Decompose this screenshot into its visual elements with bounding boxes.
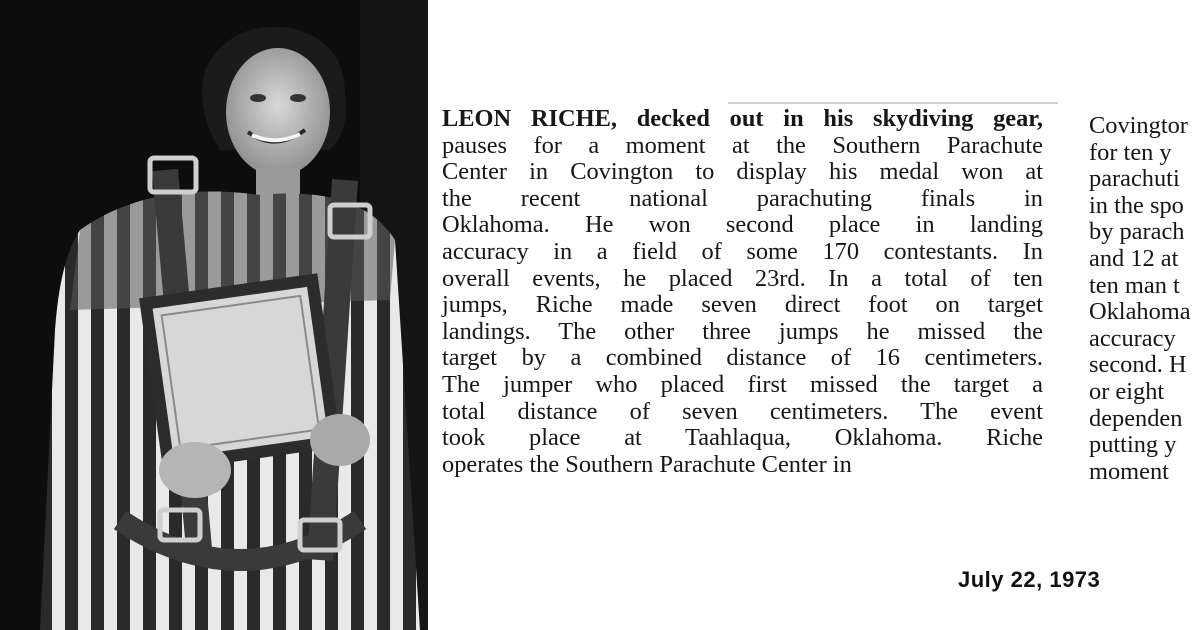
caption-line: target by a combined distance of 16 centimeters. (442, 344, 1043, 372)
side-line: moment (1089, 457, 1169, 485)
caption-line: accuracy in a field of some 170 contestants. In (442, 237, 1043, 265)
side-line: Covingtor (1089, 113, 1188, 139)
caption-line: The jumper who placed first missed the target a (442, 370, 1043, 398)
side-line: in the spo (1089, 191, 1184, 219)
caption-line: operates the Southern Parachute Center in (442, 450, 852, 478)
skydiver-photo-illustration (0, 0, 428, 630)
caption-line: landings. The other three jumps he missed the (442, 317, 1043, 345)
caption-line: overall events, he placed 23rd. In a total of ten (442, 264, 1043, 292)
column-rule (728, 102, 1058, 104)
caption-line: jumps, Riche made seven direct foot on target (442, 291, 1043, 319)
side-line: for ten y (1089, 138, 1172, 166)
caption-line: pauses for a moment at the Southern Parachute (442, 131, 1043, 159)
side-line: putting y (1089, 431, 1177, 459)
side-line: accuracy (1089, 324, 1176, 352)
side-line: ten man t (1089, 271, 1180, 299)
side-line: or eight (1089, 377, 1165, 405)
caption-line: took place at Taahlaqua, Oklahoma. Riche (442, 424, 1043, 452)
side-line: second. H (1089, 351, 1187, 379)
adjacent-article-column (1089, 113, 1200, 533)
side-line: by parach (1089, 218, 1185, 246)
photo-caption (442, 106, 1043, 478)
caption-lead: LEON RICHE, decked out in his skydiving gear, (442, 105, 1043, 132)
caption-line: total distance of seven centimeters. The event (442, 397, 1043, 425)
date-label: July 22, 1973 (958, 567, 1101, 592)
caption-line: Center in Covington to display his medal won at (442, 158, 1043, 186)
side-line: dependen (1089, 404, 1183, 432)
side-line: parachuti (1089, 165, 1180, 193)
caption-line: Oklahoma. He won second place in landing (442, 211, 1043, 239)
caption-line: the recent national parachuting finals in (442, 184, 1043, 212)
newspaper-photo (0, 0, 428, 630)
side-line: Oklahoma (1089, 298, 1191, 326)
side-line: and 12 at (1089, 244, 1179, 272)
